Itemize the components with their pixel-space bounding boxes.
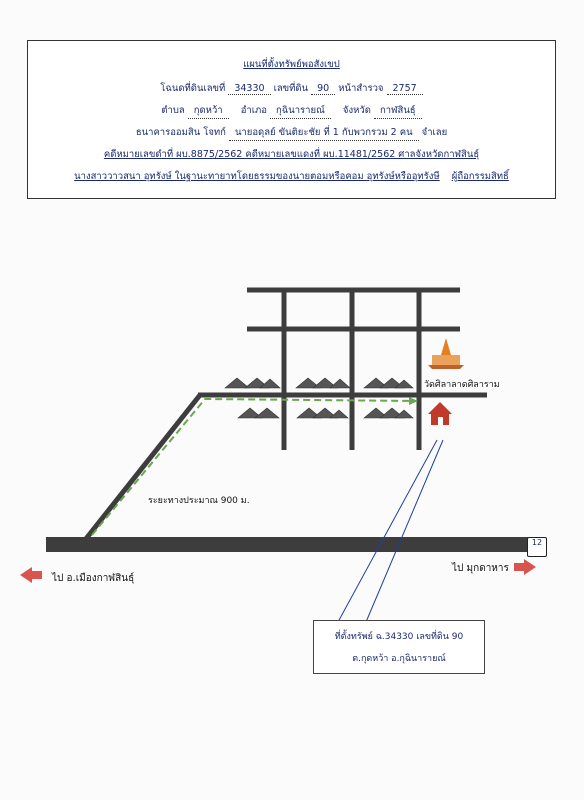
left-arrow-icon bbox=[20, 567, 42, 583]
house-cluster-2 bbox=[296, 378, 350, 388]
highway-shield bbox=[527, 537, 547, 557]
defendant-suffix: จำเลย bbox=[421, 127, 448, 138]
plaintiff-label: ธนาคารออมสิน โจทก์ bbox=[135, 127, 226, 138]
land-number: 90 bbox=[311, 83, 335, 95]
deed-label: โฉนดที่ดินเลขที่ bbox=[160, 83, 226, 94]
property-house-icon bbox=[428, 402, 452, 425]
distance-label: ระยะทางประมาณ 900 ม. bbox=[148, 496, 250, 506]
province-value: กาฬสินธุ์ bbox=[374, 103, 422, 119]
house-cluster-6 bbox=[364, 408, 413, 418]
access-road-diagonal bbox=[85, 395, 200, 540]
temple-label: วัดศิลาลาดศิลาราม bbox=[424, 380, 500, 390]
house-cluster-5 bbox=[297, 408, 348, 418]
province-label: จังหวัด bbox=[342, 105, 371, 116]
right-direction-label: ไป มุกดาหาร bbox=[452, 563, 509, 574]
house-cluster-1 bbox=[225, 378, 280, 388]
pointer-line-1 bbox=[338, 440, 437, 622]
owner-suffix: ผู้ถือกรรมสิทธิ์ bbox=[451, 171, 509, 182]
property-line-2: ต.กุดหว้า อ.กุฉินารายณ์ bbox=[352, 654, 446, 664]
tambon-value: กุดหว้า bbox=[188, 103, 229, 119]
deed-number: 34330 bbox=[228, 83, 270, 95]
pointer-line-2 bbox=[366, 440, 443, 622]
house-cluster-3 bbox=[364, 378, 413, 388]
property-line-1: ที่ตั้งทรัพย์ ฉ.34330 เลขที่ดิน 90 bbox=[334, 632, 464, 642]
house-cluster-4 bbox=[238, 408, 279, 418]
left-direction-label: ไป อ.เมืองกาฬสินธุ์ bbox=[52, 573, 135, 584]
case-text: คดีหมายเลขดำที่ ผบ.8875/2562 คดีหมายเลขแดงที่ ผบ.11481/2562 ศาลจังหวัดกาฬสินธุ์ bbox=[103, 149, 480, 160]
amphoe-value: กุฉินารายณ์ bbox=[270, 103, 331, 119]
land-label: เลขที่ดิน bbox=[273, 83, 309, 94]
survey-label: หน้าสำรวจ bbox=[338, 83, 384, 94]
map-title: แผนที่ตั้งทรัพย์พอสังเขป bbox=[243, 59, 340, 70]
survey-number: 2757 bbox=[387, 83, 423, 95]
right-arrow-icon bbox=[514, 559, 536, 575]
owner-text: นางสาววาวสนา อุทรังษ์ ในฐานะทายาทโดยธรรมของนายตอมหรือคอม อุทรังษ์หรืออุทรังษี bbox=[74, 171, 440, 182]
tambon-label: ตำบล bbox=[161, 105, 185, 116]
highway-road bbox=[46, 537, 530, 552]
temple-icon bbox=[428, 338, 464, 369]
property-location-box bbox=[313, 620, 485, 674]
defendant-value: นายอดุลย์ ขันติยะชัย ที่ 1 กับพวกรวม 2 คน bbox=[229, 125, 419, 141]
amphoe-label: อำเภอ bbox=[240, 105, 267, 116]
highway-number: 12 bbox=[531, 538, 543, 547]
